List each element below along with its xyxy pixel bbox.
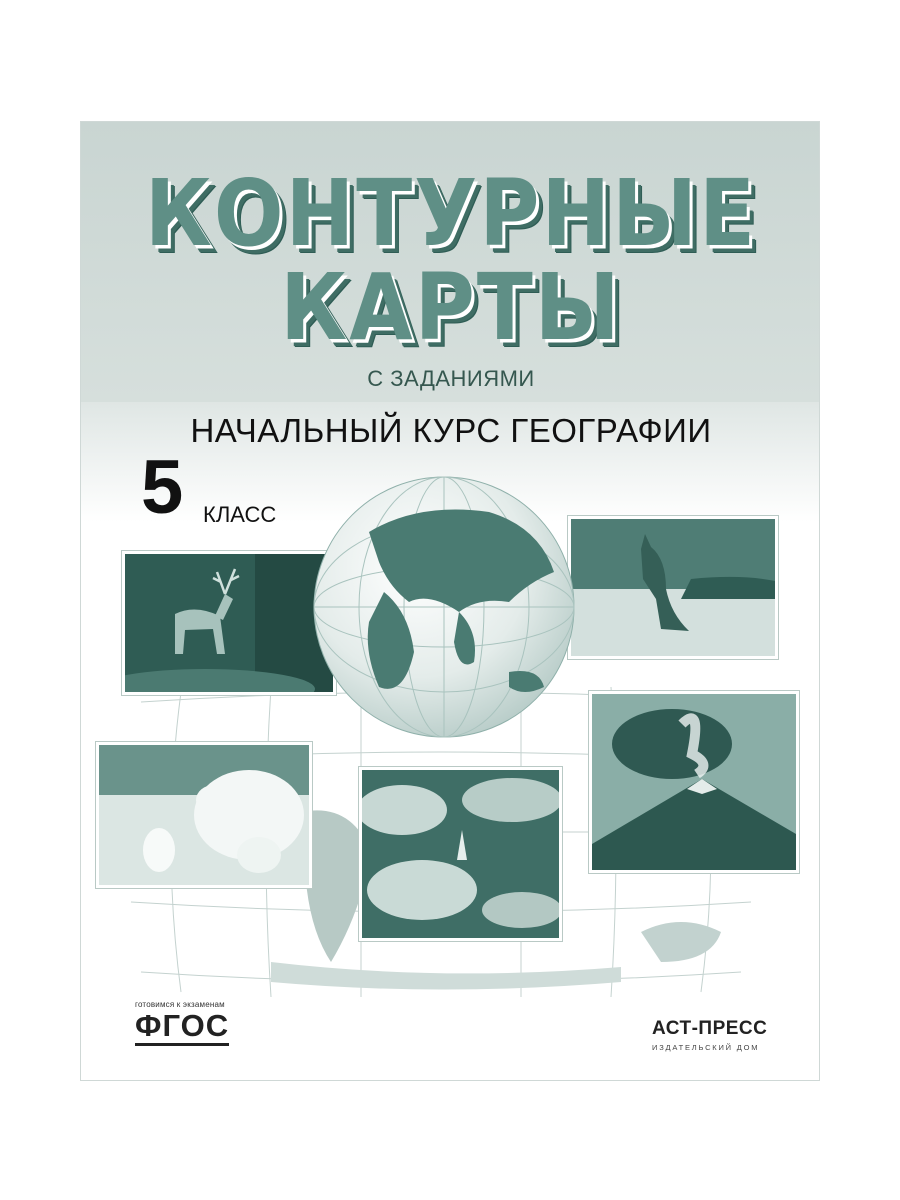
water-lilies-illustration	[362, 770, 559, 938]
deer-illustration	[125, 554, 333, 692]
title-line-2: КАРТЫ	[280, 255, 622, 362]
fgos-label: ФГОС	[135, 1009, 229, 1046]
title-line-1: КОНТУРНЫЕ	[144, 161, 758, 268]
publisher-name: АСТ-ПРЕСС	[652, 1018, 768, 1039]
volcano-illustration	[592, 694, 796, 870]
kangaroo-photo	[568, 516, 778, 659]
publisher-logo	[652, 1018, 767, 1052]
deer-photo	[122, 551, 336, 695]
water-lilies-photo	[359, 767, 562, 941]
kangaroo-illustration	[571, 519, 775, 656]
fgos-badge	[135, 1000, 229, 1046]
grade-number: 5	[141, 445, 184, 530]
subtitle: С ЗАДАНИЯМИ	[367, 366, 535, 391]
fgos-caption: готовимся к экзаменам	[135, 1000, 225, 1009]
grade-label: КЛАСС	[203, 502, 277, 527]
volcano-photo	[589, 691, 799, 873]
globe-illustration	[309, 472, 579, 742]
course-title: НАЧАЛЬНЫЙ КУРС ГЕОГРАФИИ	[190, 412, 712, 449]
polar-bears-illustration	[99, 745, 309, 885]
publisher-subtitle: ИЗДАТЕЛЬСКИЙ ДОМ	[652, 1043, 760, 1052]
polar-bears-photo	[96, 742, 312, 888]
globe	[309, 472, 579, 742]
book-cover	[80, 121, 820, 1081]
